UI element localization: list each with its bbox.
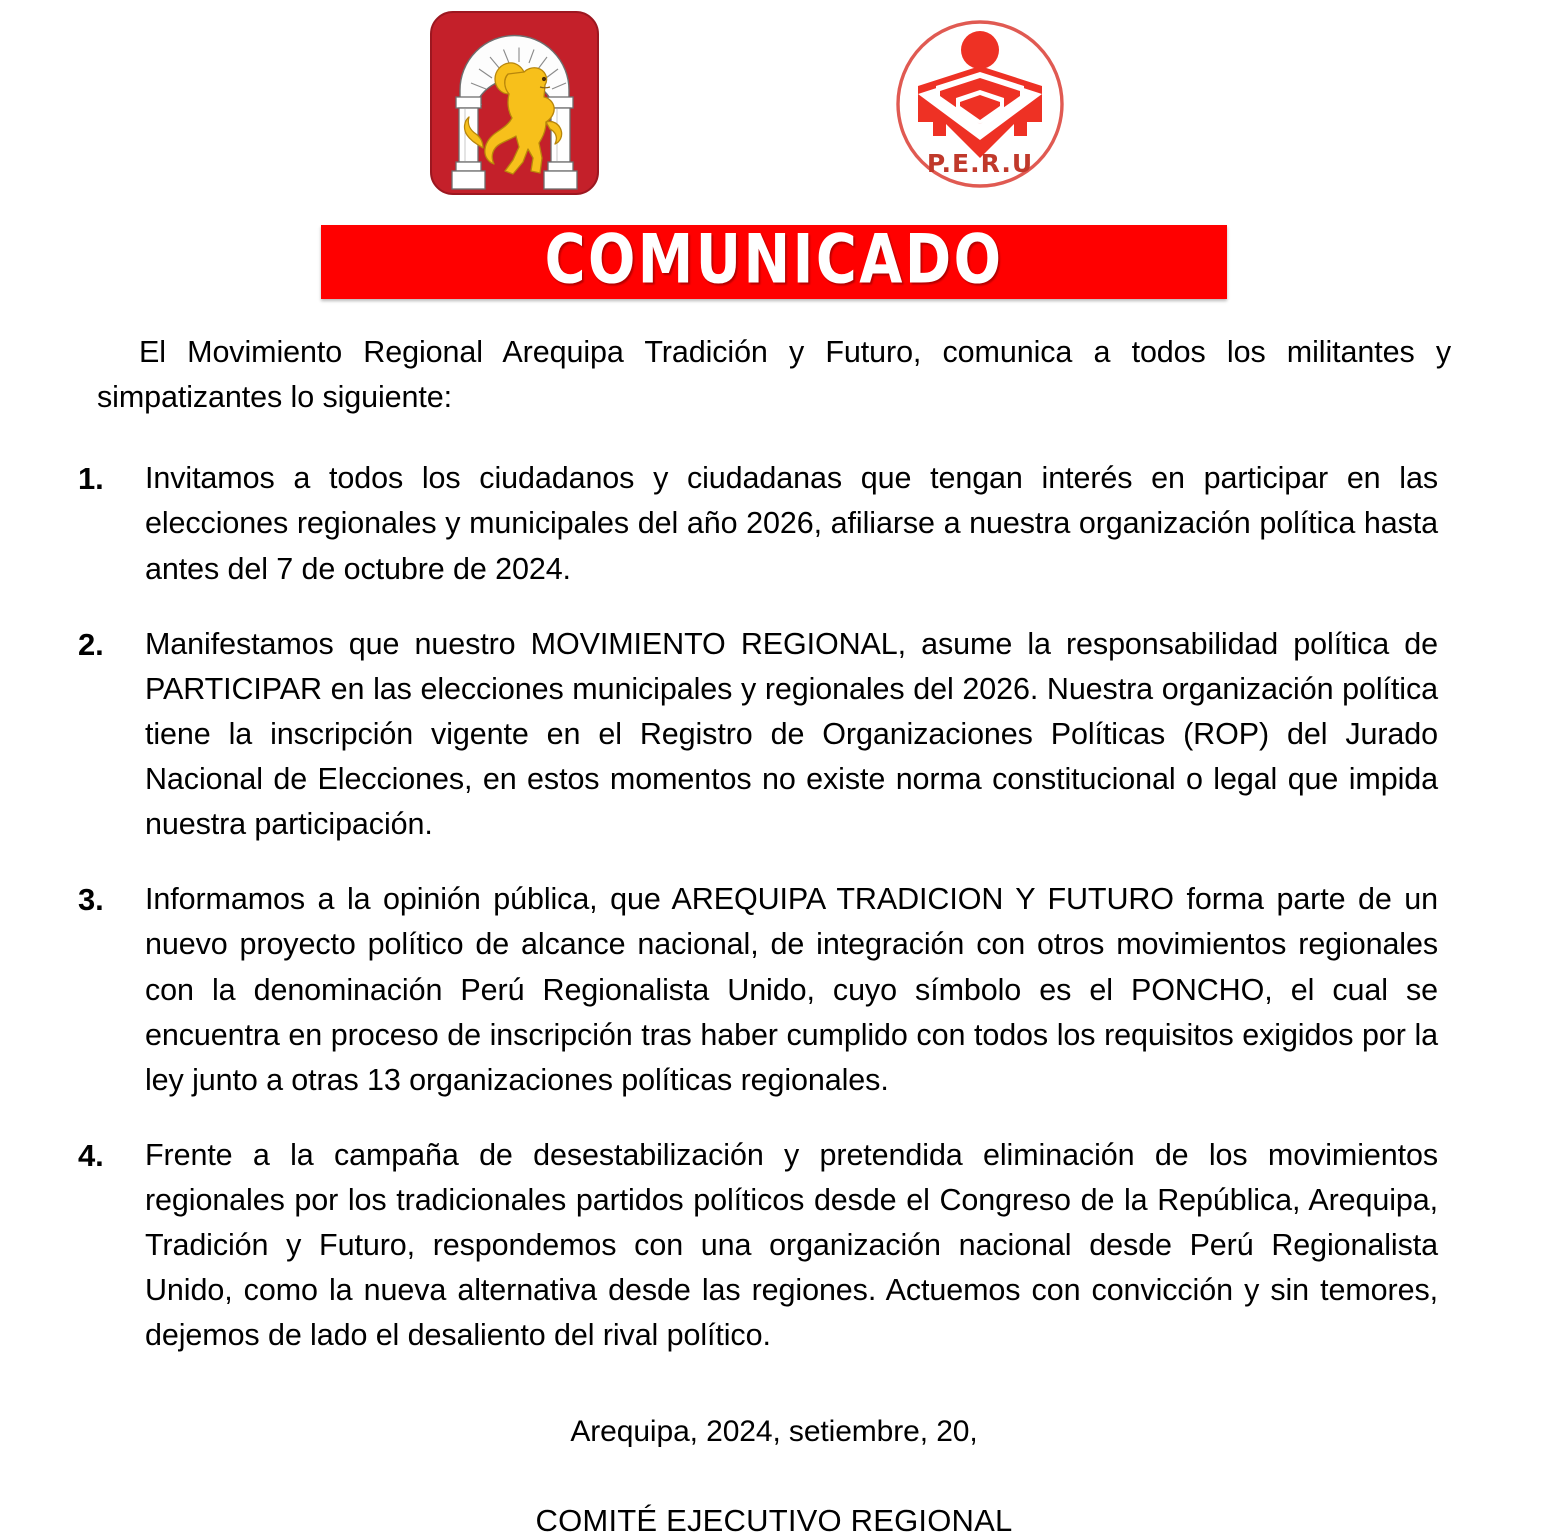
- clause-text: Manifestamos que nuestro MOVIMIENTO REGIONAL, asume la responsabilidad política de PARTICIPAR en las elecciones municipales y regionales del 2026. Nuestra organización política tiene la inscripción vigente en el Registro de Organizaciones Políticas (ROP) del Jurado Nacional de Elecciones, en estos momentos no existe norma constitucional o legal que impida nuestra participación.: [145, 626, 1438, 842]
- clause-item: [78, 456, 1438, 591]
- comunicado-banner: [0, 220, 1548, 304]
- clause-number: 3.: [78, 882, 104, 918]
- clause-text: Frente a la campaña de desestabilización y pretendida eliminación de los movimientos regionales por los tradicionales partidos políticos desde el Congreso de la República, Arequipa, Tradición y Futuro, respondemos con una organización nacional desde Perú Regionalista Unido, como la nueva alternativa desde las regiones. Actuemos con convicción y sin temores, dejemos de lado el desaliento del rival político.: [145, 1137, 1438, 1353]
- clause-item: [78, 1133, 1438, 1359]
- clause-number: 2.: [78, 626, 104, 662]
- intro-paragraph: El Movimiento Regional Arequipa Tradición y Futuro, comunica a todos los militantes y simpatizantes lo siguiente:: [97, 335, 1451, 415]
- document-body: [0, 330, 1548, 1539]
- clause-item: [78, 622, 1438, 848]
- clause-item: [78, 877, 1438, 1103]
- clause-number: 4.: [78, 1137, 104, 1173]
- clause-list: [0, 456, 1548, 1358]
- peru-logo-caption: P.E.R.U: [926, 149, 1034, 178]
- clause-text: Informamos a la opinión pública, que AREQUIPA TRADICION Y FUTURO forma parte de un nuevo proyecto político de alcance nacional, de integración con otros movimientos regionales con la denominación Perú Regionalista Unido, cuyo símbolo es el PONCHO, el cual se encuentra en proceso de inscripción tras haber cumplido con todos los requisitos exigidos por la ley junto a otras 13 organizaciones políticas regionales.: [145, 882, 1438, 1097]
- banner-title: COMUNICADO: [544, 220, 1004, 300]
- banner-plate: [321, 220, 1227, 300]
- arequipa-crest-icon: [427, 8, 602, 198]
- peru-regionalista-unido-logo: [878, 12, 1083, 200]
- clause-text: Invitamos a todos los ciudadanos y ciudadanas que tengan interés en participar en las elecciones regionales y municipales del año 2026, afiliarse a nuestra organización política hasta antes del 7 de octubre de 2024.: [145, 461, 1438, 586]
- committee-signature: COMITÉ EJECUTIVO REGIONAL: [535, 1502, 1013, 1538]
- clause-number: 1.: [78, 461, 104, 497]
- logo-header: [0, 0, 1548, 212]
- place-and-date: Arequipa, 2024, setiembre, 20,: [570, 1414, 978, 1448]
